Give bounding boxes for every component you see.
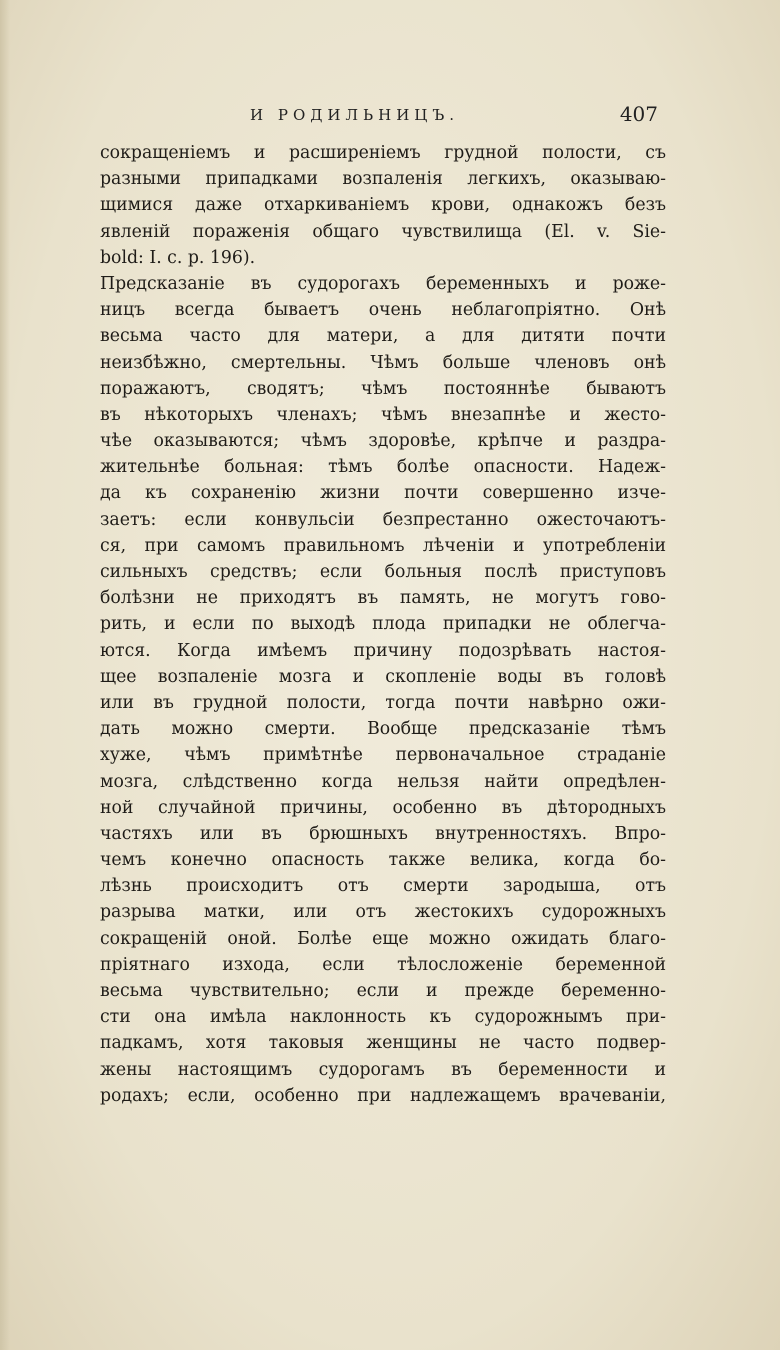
text-line: падкамъ, хотя таковыя женщины не часто подвер- [100,1033,666,1054]
text-line: или въ грудной полости, тогда почти навѣрно ожи- [100,692,666,713]
text-line: лѣзнь происходитъ отъ смерти зародыша, отъ [100,876,666,897]
text-line: прiятнаго изхода, если тѣлосложенiе беременной [100,954,666,975]
text-line: да къ сохраненiю жизни почти совершенно изче- [100,483,666,504]
body-text [100,140,666,1109]
text-line: сти она имѣла наклонность къ судорожнымъ при- [100,1007,666,1028]
text-line: весьма чувствительно; если и прежде беременно- [100,981,666,1001]
text-line: щимися даже отхаркиванiемъ крови, однакожъ безъ [100,195,666,216]
text-line: въ нѣкоторыхъ членахъ; чѣмъ внезапнѣе и жесто- [100,404,666,425]
text-line: мозга, слѣдственно когда нельзя найти опредѣлен- [100,771,666,792]
text-line: разрыва матки, или отъ жестокихъ судорожныхъ [100,902,666,923]
text-line: сокращенiй оной. Болѣе еще можно ожидать благо- [100,928,666,949]
text-line: жительнѣе больная: тѣмъ болѣе опасности. Надеж- [100,457,666,478]
text-line: щее возпаленiе мозга и скопленiе воды въ головѣ [100,666,666,687]
text-line: bold: I. c. p. 196). [100,247,256,268]
text-line: дать можно смерти. Вообще предсказанiе тѣмъ [100,719,666,740]
page-header [98,102,668,136]
text-line: чемъ конечно опасность также велика, когда бо- [100,850,666,871]
text-line: родахъ; если, особенно при надлежащемъ врачеванiи, [100,1085,666,1106]
text-line: заетъ: если конвульсiи безпрестанно ожесточаютъ- [100,509,666,530]
text-line: чѣе оказываются; чѣмъ здоровѣе, крѣпче и раздра- [100,431,666,452]
text-line: ся, при самомъ правильномъ лѣченiи и употребленiи [100,535,666,556]
text-line: частяхъ или въ брюшныхъ внутренностяхъ. Впро- [100,823,666,844]
page-gutter-shadow [0,0,10,1350]
text-line: неизбѣжно, смертельны. Чѣмъ больше членовъ онѣ [100,352,666,373]
paragraph-start-line: Предсказанiе въ судорогахъ беременныхъ и роже- [100,273,666,294]
text-line: рить, и если по выходѣ плода припадки не облегча- [100,614,666,635]
page-number: 407 [619,102,658,126]
text-line: сильныхъ средствъ; если больныя послѣ приступовъ [100,562,666,582]
text-line: болѣзни не приходятъ въ память, не могутъ гово- [100,588,666,609]
text-line: явленiй пораженiя общаго чувствилища (El. v. Sie- [100,221,666,242]
text-line: весьма часто для матери, а для дитяти почти [100,326,666,347]
text-line: жены настоящимъ судорогамъ въ беременности и [100,1059,666,1080]
text-line: ются. Когда имѣемъ причину подозрѣвать настоя- [100,640,666,661]
running-head: И РОДИЛЬНИЦЪ. [250,106,460,124]
text-line: поражаютъ, сводятъ; чѣмъ постояннѣе бываютъ [100,378,666,399]
text-line: хуже, чѣмъ примѣтнѣе первоначальное страданiе [100,745,666,766]
text-line: ницъ всегда бываетъ очень неблагопрiятно. Онѣ [100,300,666,321]
text-line: ной случайной причины, особенно въ дѣтородныхъ [100,797,666,818]
text-line: сокращенiемъ и расширенiемъ грудной полости, съ [100,143,666,163]
text-line: разными припадками возпаленiя легкихъ, оказываю- [100,169,666,190]
